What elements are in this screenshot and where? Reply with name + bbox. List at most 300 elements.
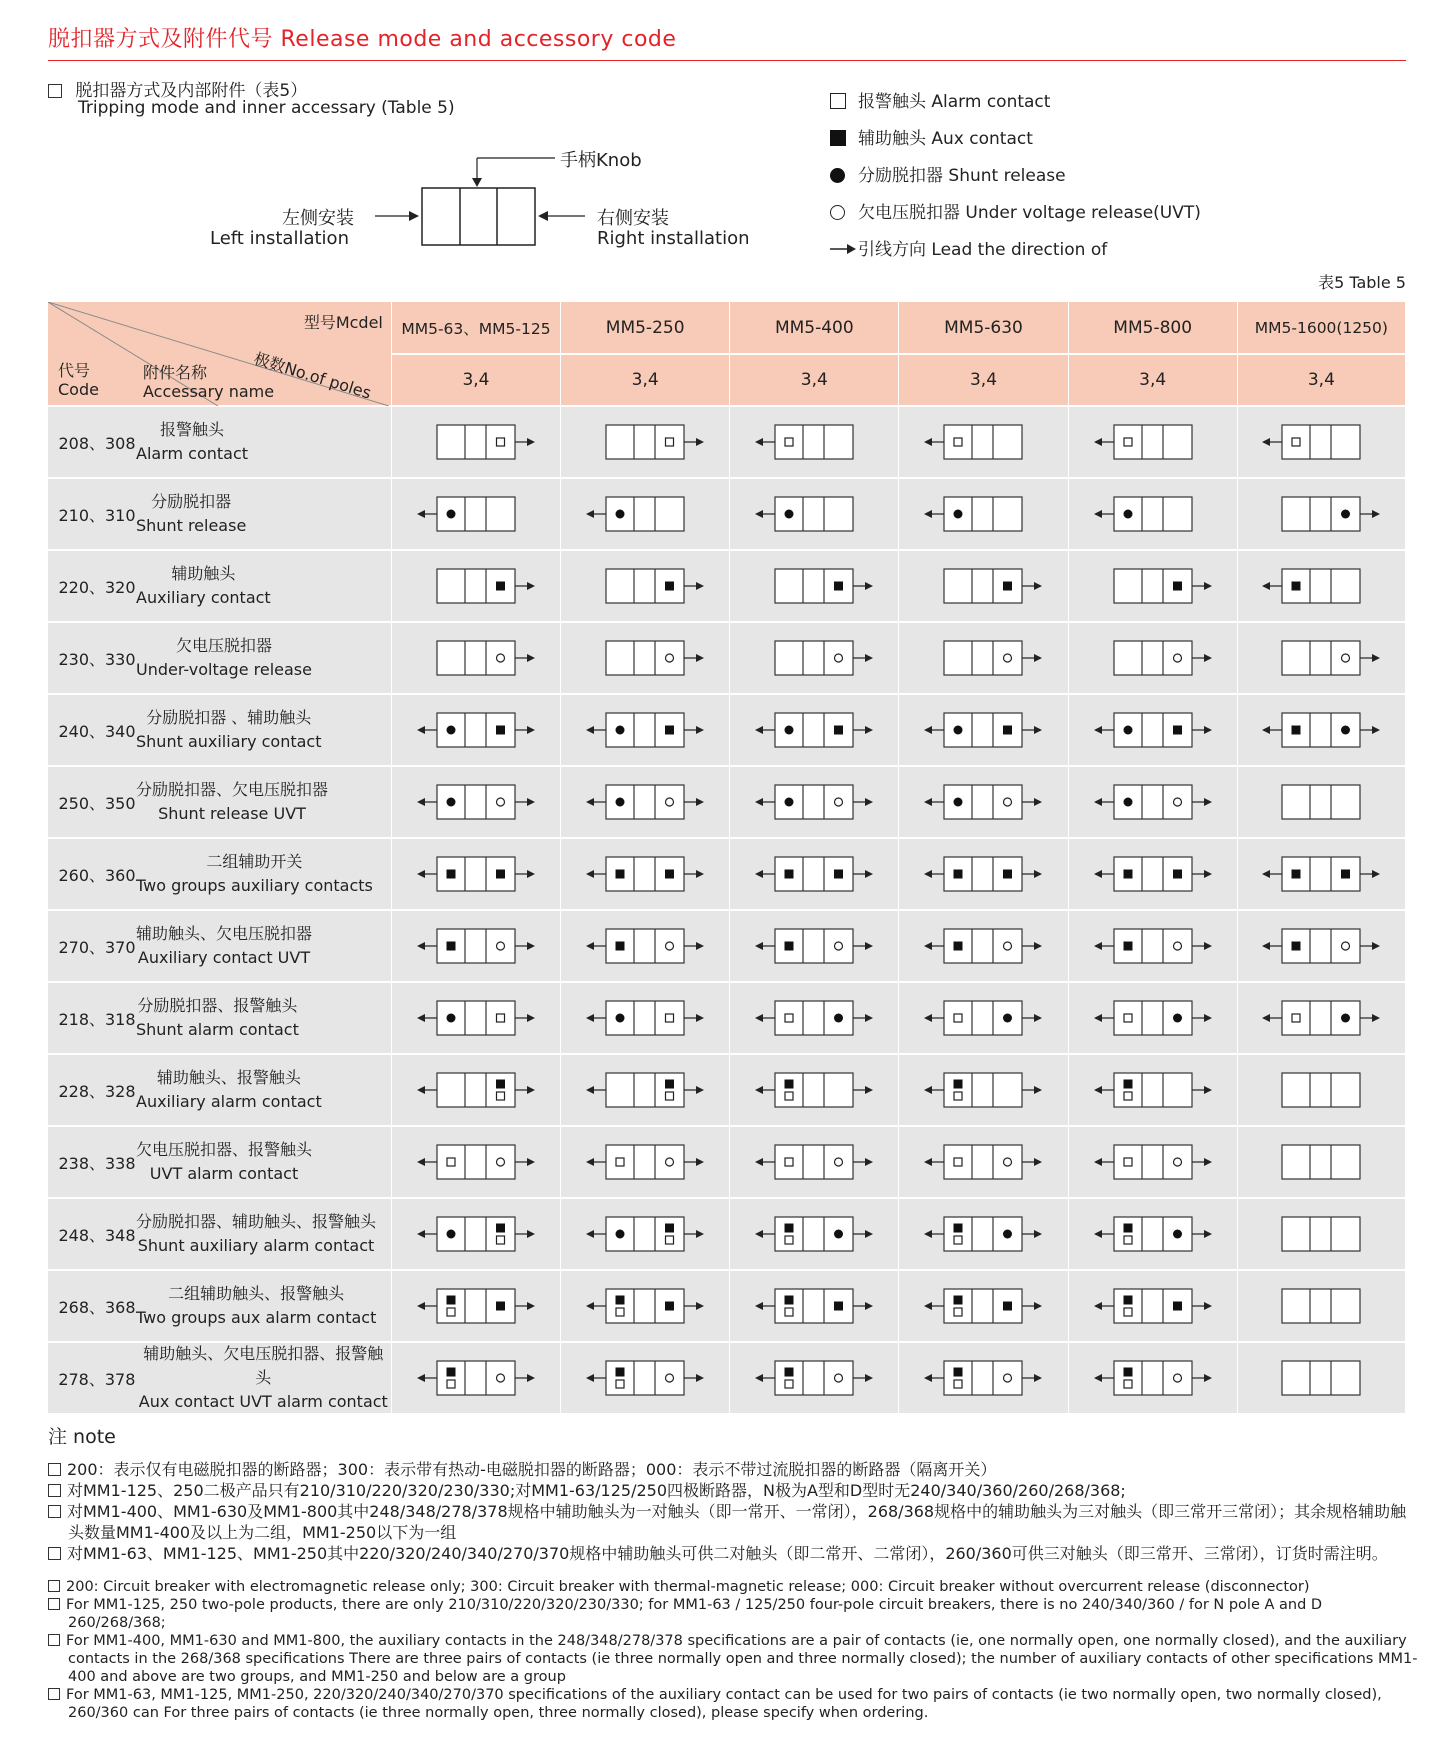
installation-symbol xyxy=(923,1068,1043,1112)
shunt-release-icon xyxy=(834,1014,843,1023)
symbol-cell xyxy=(561,406,730,478)
row-name-zh: 分励脱扣器 xyxy=(151,492,232,511)
checkbox-square-icon xyxy=(48,84,62,98)
model-header: MM5-630 xyxy=(899,302,1068,354)
left-lead-arrow-icon xyxy=(1094,726,1114,734)
right-lead-arrow-icon xyxy=(1192,1230,1212,1238)
installation-symbol xyxy=(1093,1356,1213,1400)
left-lead-arrow-icon xyxy=(755,798,775,806)
model-header: MM5-63、MM5-125 xyxy=(391,302,560,354)
installation-symbol xyxy=(585,1356,705,1400)
row-name xyxy=(136,1210,376,1258)
model-header: MM5-1600(1250) xyxy=(1237,302,1405,354)
installation-symbol xyxy=(1093,708,1213,752)
right-lead-arrow-icon xyxy=(1022,654,1042,662)
symbol-cell xyxy=(730,1342,899,1414)
row-name-zh: 辅助触头 xyxy=(171,564,236,583)
installation-symbol xyxy=(754,852,874,896)
breaker-box xyxy=(1282,425,1360,459)
shunt-release-icon xyxy=(446,798,455,807)
poles-value: 3,4 xyxy=(1237,354,1405,406)
checkbox-square-icon xyxy=(48,1505,61,1518)
installation-symbol xyxy=(754,1212,874,1256)
left-lead-arrow-icon xyxy=(1262,438,1282,446)
aux-contact-icon xyxy=(496,1224,505,1233)
right-lead-arrow-icon xyxy=(1192,726,1212,734)
symbol-cell xyxy=(730,982,899,1054)
right-lead-arrow-icon xyxy=(1022,1302,1042,1310)
symbol-cell xyxy=(1068,838,1237,910)
right-lead-arrow-icon xyxy=(684,1158,704,1166)
left-lead-arrow-icon xyxy=(1094,1302,1114,1310)
left-lead-arrow-icon xyxy=(924,510,944,518)
right-lead-arrow-icon xyxy=(853,1230,873,1238)
legend-alarm: 报警触头 Alarm contact xyxy=(830,87,1050,112)
symbol-cell xyxy=(730,1198,899,1270)
right-lead-arrow-icon xyxy=(1022,1158,1042,1166)
symbol-cell xyxy=(561,838,730,910)
left-lead-arrow-icon xyxy=(1094,1014,1114,1022)
installation-symbol xyxy=(754,564,874,608)
notes-en xyxy=(48,1578,1418,1722)
table-row xyxy=(48,1054,1406,1126)
legend-shunt: 分励脱扣器 Shunt release xyxy=(830,161,1066,186)
aux-contact-icon xyxy=(1123,870,1132,879)
intro-zh: 脱扣器方式及内部附件（表5） xyxy=(75,81,308,101)
left-lead-arrow-icon xyxy=(755,1302,775,1310)
row-name-en: Alarm contact xyxy=(136,444,249,463)
code-name-cell xyxy=(48,1198,391,1270)
shunt-release-icon xyxy=(616,798,625,807)
row-code: 248、348 xyxy=(58,1225,136,1245)
symbol-cell xyxy=(561,550,730,622)
code-name-cell xyxy=(48,694,391,766)
notes-zh xyxy=(48,1459,1418,1564)
left-lead-arrow-icon xyxy=(924,1374,944,1382)
row-name-zh: 分励脱扣器、报警触头 xyxy=(137,996,298,1015)
header-diagonal-cell xyxy=(48,302,391,406)
breaker-box xyxy=(1282,1361,1360,1395)
left-install-zh: 左侧安装 xyxy=(282,208,354,229)
row-name-en: Auxiliary contact xyxy=(136,588,271,607)
aux-contact-icon xyxy=(954,1080,963,1089)
row-name-en: Auxiliary contact UVT xyxy=(137,948,311,967)
breaker-box xyxy=(437,425,515,459)
shunt-release-icon xyxy=(954,798,963,807)
installation-symbol xyxy=(754,492,874,536)
right-lead-arrow-icon xyxy=(515,1302,535,1310)
right-lead-arrow-icon xyxy=(1022,1014,1042,1022)
left-lead-arrow-icon xyxy=(755,942,775,950)
installation-symbol xyxy=(1261,924,1381,968)
shunt-release-icon xyxy=(616,726,625,735)
symbol-cell xyxy=(561,1198,730,1270)
breaker-box xyxy=(437,1073,515,1107)
row-code: 230、330 xyxy=(58,649,136,669)
left-lead-arrow-icon xyxy=(417,1374,437,1382)
row-name-en: Shunt release xyxy=(136,516,247,535)
shunt-release-icon xyxy=(785,510,794,519)
left-lead-arrow-icon xyxy=(1262,1014,1282,1022)
code-name-cell xyxy=(48,1054,391,1126)
symbol-cell xyxy=(391,478,560,550)
left-lead-arrow-icon xyxy=(1094,1230,1114,1238)
left-lead-arrow-icon xyxy=(755,726,775,734)
symbol-cell xyxy=(730,622,899,694)
installation-symbol xyxy=(585,708,705,752)
installation-symbol xyxy=(1261,564,1381,608)
right-lead-arrow-icon xyxy=(684,1302,704,1310)
left-lead-arrow-icon xyxy=(417,1158,437,1166)
left-lead-arrow-icon xyxy=(586,726,606,734)
shunt-release-icon xyxy=(1173,1230,1182,1239)
symbol-cell xyxy=(1237,982,1405,1054)
left-lead-arrow-icon xyxy=(924,726,944,734)
installation-symbol xyxy=(1093,636,1213,680)
right-lead-arrow-icon xyxy=(515,438,535,446)
left-lead-arrow-icon xyxy=(924,1158,944,1166)
aux-contact-icon xyxy=(1123,1080,1132,1089)
aux-contact-icon xyxy=(1341,870,1350,879)
symbol-cell xyxy=(1068,622,1237,694)
symbol-cell xyxy=(730,1054,899,1126)
table-row xyxy=(48,550,1406,622)
right-lead-arrow-icon xyxy=(684,1086,704,1094)
symbol-cell xyxy=(1237,766,1405,838)
row-name-zh: 二组辅助开关 xyxy=(206,852,303,871)
left-lead-arrow-icon xyxy=(586,870,606,878)
aux-contact-icon xyxy=(1123,942,1132,951)
installation-symbol xyxy=(923,1140,1043,1184)
right-lead-arrow-icon xyxy=(1192,654,1212,662)
row-name-en: UVT alarm contact xyxy=(149,1164,299,1183)
right-lead-arrow-icon xyxy=(515,942,535,950)
left-lead-arrow-icon xyxy=(924,942,944,950)
right-lead-arrow-icon xyxy=(684,942,704,950)
aux-contact-icon xyxy=(1173,582,1182,591)
installation-symbol xyxy=(923,1284,1043,1328)
code-name-cell xyxy=(48,550,391,622)
symbol-cell xyxy=(1068,1126,1237,1198)
installation-symbol xyxy=(923,924,1043,968)
right-lead-arrow-icon xyxy=(684,582,704,590)
model-header: MM5-800 xyxy=(1068,302,1237,354)
breaker-box xyxy=(606,1361,684,1395)
shunt-release-icon xyxy=(834,1230,843,1239)
note-en-item: For MM1-63, MM1-125, MM1-250, 220/320/240/340/270/370 specifications of the auxiliary contact can be used for two pairs of contacts (ie two normally open, two normally closed), 260/360 can For three pairs of contacts (ie three normally open, three normally closed), please specify when ordering. xyxy=(48,1686,1418,1722)
installation-symbol xyxy=(754,780,874,824)
installation-symbol xyxy=(1093,1284,1213,1328)
symbol-cell xyxy=(391,406,560,478)
row-name-en: Under-voltage release xyxy=(136,660,312,679)
table-body xyxy=(48,406,1406,1414)
breaker-box xyxy=(1114,641,1192,675)
installation-symbol xyxy=(1261,996,1381,1040)
left-lead-arrow-icon xyxy=(586,798,606,806)
table-caption: 表5 Table 5 xyxy=(1318,273,1406,292)
aux-contact-icon xyxy=(834,870,843,879)
code-label-en: Code xyxy=(58,380,99,399)
aux-contact-icon xyxy=(1173,1302,1182,1311)
aux-contact-icon xyxy=(496,870,505,879)
right-lead-arrow-icon xyxy=(1360,510,1380,518)
knob-label: 手柄Knob xyxy=(560,150,642,171)
code-name-cell xyxy=(48,910,391,982)
poles-value: 3,4 xyxy=(1068,354,1237,406)
symbol-cell xyxy=(1237,1270,1405,1342)
symbol-cell xyxy=(899,766,1068,838)
installation-symbol xyxy=(416,636,536,680)
installation-symbol xyxy=(416,1068,536,1112)
installation-symbol xyxy=(923,1356,1043,1400)
right-lead-arrow-icon xyxy=(1022,726,1042,734)
symbol-cell xyxy=(561,1270,730,1342)
code-label-zh: 代号 xyxy=(58,361,91,380)
right-lead-arrow-icon xyxy=(684,870,704,878)
right-lead-arrow-icon xyxy=(853,1086,873,1094)
aux-contact-icon xyxy=(1123,1368,1132,1377)
aux-contact-icon xyxy=(785,1296,794,1305)
right-lead-arrow-icon xyxy=(1360,726,1380,734)
legend-uvt: 欠电压脱扣器 Under voltage release(UVT) xyxy=(830,198,1201,223)
breaker-box xyxy=(775,1361,853,1395)
breaker-box xyxy=(1114,1145,1192,1179)
installation-symbol xyxy=(585,1140,705,1184)
installation-symbol xyxy=(585,1212,705,1256)
checkbox-square-icon xyxy=(48,1634,60,1646)
aux-contact-icon xyxy=(1003,726,1012,735)
installation-symbol xyxy=(923,996,1043,1040)
symbol-cell xyxy=(561,478,730,550)
left-lead-arrow-icon xyxy=(586,1086,606,1094)
row-name xyxy=(136,1282,376,1330)
installation-symbol xyxy=(1261,1212,1381,1256)
installation-symbol xyxy=(1093,564,1213,608)
right-lead-arrow-icon xyxy=(515,870,535,878)
poles-value: 3,4 xyxy=(899,354,1068,406)
symbol-cell xyxy=(730,1126,899,1198)
right-lead-arrow-icon xyxy=(515,1374,535,1382)
shunt-release-icon xyxy=(616,510,625,519)
right-lead-arrow-icon xyxy=(1022,798,1042,806)
symbol-cell xyxy=(1068,1054,1237,1126)
right-lead-arrow-icon xyxy=(684,1230,704,1238)
row-name xyxy=(136,490,246,538)
installation-symbol xyxy=(1261,780,1381,824)
installation-symbol xyxy=(585,996,705,1040)
left-lead-arrow-icon xyxy=(924,870,944,878)
right-lead-arrow-icon xyxy=(515,798,535,806)
symbol-cell xyxy=(1068,1342,1237,1414)
left-lead-arrow-icon xyxy=(924,438,944,446)
breaker-box xyxy=(1282,641,1360,675)
installation-symbol xyxy=(1093,1068,1213,1112)
right-lead-arrow-icon xyxy=(684,438,704,446)
symbol-cell xyxy=(391,694,560,766)
left-lead-arrow-icon xyxy=(586,1302,606,1310)
symbol-cell xyxy=(561,982,730,1054)
breaker-box xyxy=(606,425,684,459)
symbol-cell xyxy=(1237,478,1405,550)
left-lead-arrow-icon xyxy=(586,1230,606,1238)
aux-contact-icon xyxy=(665,726,674,735)
symbol-cell xyxy=(1237,838,1405,910)
breaker-box xyxy=(1114,425,1192,459)
left-lead-arrow-icon xyxy=(417,1230,437,1238)
breaker-box xyxy=(1114,1073,1192,1107)
installation-symbol xyxy=(923,708,1043,752)
right-lead-arrow-icon xyxy=(684,798,704,806)
shunt-release-icon xyxy=(1123,798,1132,807)
poles-value: 3,4 xyxy=(391,354,560,406)
right-lead-arrow-icon xyxy=(515,1230,535,1238)
left-lead-arrow-icon xyxy=(1094,798,1114,806)
left-lead-arrow-icon xyxy=(755,870,775,878)
breaker-box xyxy=(1114,1361,1192,1395)
left-lead-arrow-icon xyxy=(586,1374,606,1382)
installation-symbol xyxy=(416,852,536,896)
legend-lead: 引线方向 Lead the direction of xyxy=(830,235,1107,260)
shunt-release-icon xyxy=(446,1014,455,1023)
symbol-cell xyxy=(561,910,730,982)
left-lead-arrow-icon xyxy=(1094,438,1114,446)
breaker-box xyxy=(775,641,853,675)
installation-symbol xyxy=(923,780,1043,824)
symbol-cell xyxy=(899,694,1068,766)
installation-symbol xyxy=(416,564,536,608)
symbol-cell xyxy=(561,1342,730,1414)
symbol-cell xyxy=(899,982,1068,1054)
model-header: MM5-400 xyxy=(730,302,899,354)
note-en-item: For MM1-400, MM1-630 and MM1-800, the auxiliary contacts in the 248/348/278/378 specifications are a pair of contacts (ie, one normally open, one normally closed), and the auxiliary contacts in the 268/368 specifications There are three pairs of contacts (ie three normally open and three normally closed); the number of auxiliary contacts of other specifications MM1-400 and above are two groups, and MM1-250 and below are a group xyxy=(48,1632,1418,1686)
shunt-release-icon xyxy=(954,510,963,519)
right-lead-arrow-icon xyxy=(1192,1014,1212,1022)
row-name-en: Shunt auxiliary alarm contact xyxy=(137,1236,375,1255)
symbol-cell xyxy=(730,406,899,478)
symbol-cell xyxy=(730,550,899,622)
aux-contact-icon xyxy=(1173,726,1182,735)
right-lead-arrow-icon xyxy=(853,1014,873,1022)
shunt-release-icon xyxy=(1123,726,1132,735)
installation-symbol xyxy=(754,636,874,680)
table-row xyxy=(48,1270,1406,1342)
symbol-cell xyxy=(899,622,1068,694)
note-zh-item: 200：表示仅有电磁脱扣器的断路器；300：表示带有热动-电磁脱扣器的断路器；000：表示不带过流脱扣器的断路器（隔离开关） xyxy=(48,1459,1418,1480)
left-lead-arrow-icon xyxy=(417,1302,437,1310)
row-name-en: Aux contact UVT alarm contact xyxy=(138,1392,388,1411)
poles-label: 极数No.of poles xyxy=(251,348,374,403)
installation-symbol xyxy=(585,420,705,464)
installation-symbol xyxy=(585,492,705,536)
left-lead-arrow-icon xyxy=(755,1014,775,1022)
installation-symbol xyxy=(416,996,536,1040)
installation-symbol xyxy=(416,1212,536,1256)
symbol-cell xyxy=(1068,910,1237,982)
symbol-cell xyxy=(899,478,1068,550)
symbol-cell xyxy=(391,982,560,1054)
code-name-cell xyxy=(48,982,391,1054)
checkbox-square-icon xyxy=(48,1580,60,1592)
left-lead-arrow-icon xyxy=(755,1086,775,1094)
row-name-zh: 欠电压脱扣器、报警触头 xyxy=(136,1140,313,1159)
code-name-cell xyxy=(48,766,391,838)
symbol-cell xyxy=(391,1198,560,1270)
left-lead-arrow-icon xyxy=(755,438,775,446)
symbol-cell xyxy=(730,766,899,838)
installation-symbol xyxy=(1093,780,1213,824)
aux-contact-icon xyxy=(1003,870,1012,879)
aux-contact-icon xyxy=(446,870,455,879)
installation-symbol xyxy=(1093,1140,1213,1184)
shunt-release-icon xyxy=(1341,1014,1350,1023)
installation-symbol xyxy=(923,420,1043,464)
installation-symbol xyxy=(1093,492,1213,536)
left-lead-arrow-icon xyxy=(1094,942,1114,950)
name-label-zh: 附件名称 xyxy=(143,363,208,382)
left-lead-arrow-icon xyxy=(417,726,437,734)
right-lead-arrow-icon xyxy=(684,654,704,662)
symbol-cell xyxy=(561,622,730,694)
right-lead-arrow-icon xyxy=(1192,870,1212,878)
installation-symbol xyxy=(585,636,705,680)
symbol-cell xyxy=(561,1054,730,1126)
symbol-cell xyxy=(561,1126,730,1198)
right-lead-arrow-icon xyxy=(1192,1086,1212,1094)
symbol-cell xyxy=(899,1126,1068,1198)
left-lead-arrow-icon xyxy=(1094,510,1114,518)
installation-symbol xyxy=(1261,1284,1381,1328)
right-lead-arrow-icon xyxy=(515,1014,535,1022)
table-row xyxy=(48,1342,1406,1414)
symbol-cell xyxy=(899,550,1068,622)
aux-contact-icon xyxy=(1292,582,1301,591)
aux-contact-icon xyxy=(446,1296,455,1305)
installation-symbol xyxy=(923,852,1043,896)
installation-symbol xyxy=(1093,924,1213,968)
installation-symbol xyxy=(923,492,1043,536)
installation-symbol xyxy=(1261,420,1381,464)
aux-contact-icon xyxy=(665,1224,674,1233)
installation-symbol xyxy=(754,1068,874,1112)
row-name xyxy=(136,706,322,754)
breaker-box xyxy=(606,1145,684,1179)
right-lead-arrow-icon xyxy=(853,1158,873,1166)
aux-contact-icon xyxy=(616,1296,625,1305)
row-name xyxy=(136,418,248,466)
left-lead-arrow-icon xyxy=(755,1158,775,1166)
row-name-zh: 欠电压脱扣器 xyxy=(175,636,272,655)
aux-contact-icon xyxy=(1123,1296,1132,1305)
row-name xyxy=(136,1342,391,1414)
symbol-cell xyxy=(899,910,1068,982)
right-lead-arrow-icon xyxy=(853,654,873,662)
row-name xyxy=(136,562,271,610)
installation-symbol xyxy=(416,420,536,464)
breaker-box xyxy=(437,1361,515,1395)
row-name-en: Two groups auxiliary contacts xyxy=(136,876,373,895)
installation-symbol xyxy=(416,1356,536,1400)
breaker-box xyxy=(1282,1289,1360,1323)
left-lead-arrow-icon xyxy=(755,1374,775,1382)
row-code: 210、310 xyxy=(58,505,136,525)
symbol-cell xyxy=(1237,910,1405,982)
installation-symbol xyxy=(416,1140,536,1184)
left-lead-arrow-icon xyxy=(1262,726,1282,734)
left-install-en: Left installation xyxy=(210,228,349,249)
left-lead-arrow-icon xyxy=(924,1014,944,1022)
row-name-en: Shunt release UVT xyxy=(158,804,306,823)
model-header: MM5-250 xyxy=(561,302,730,354)
